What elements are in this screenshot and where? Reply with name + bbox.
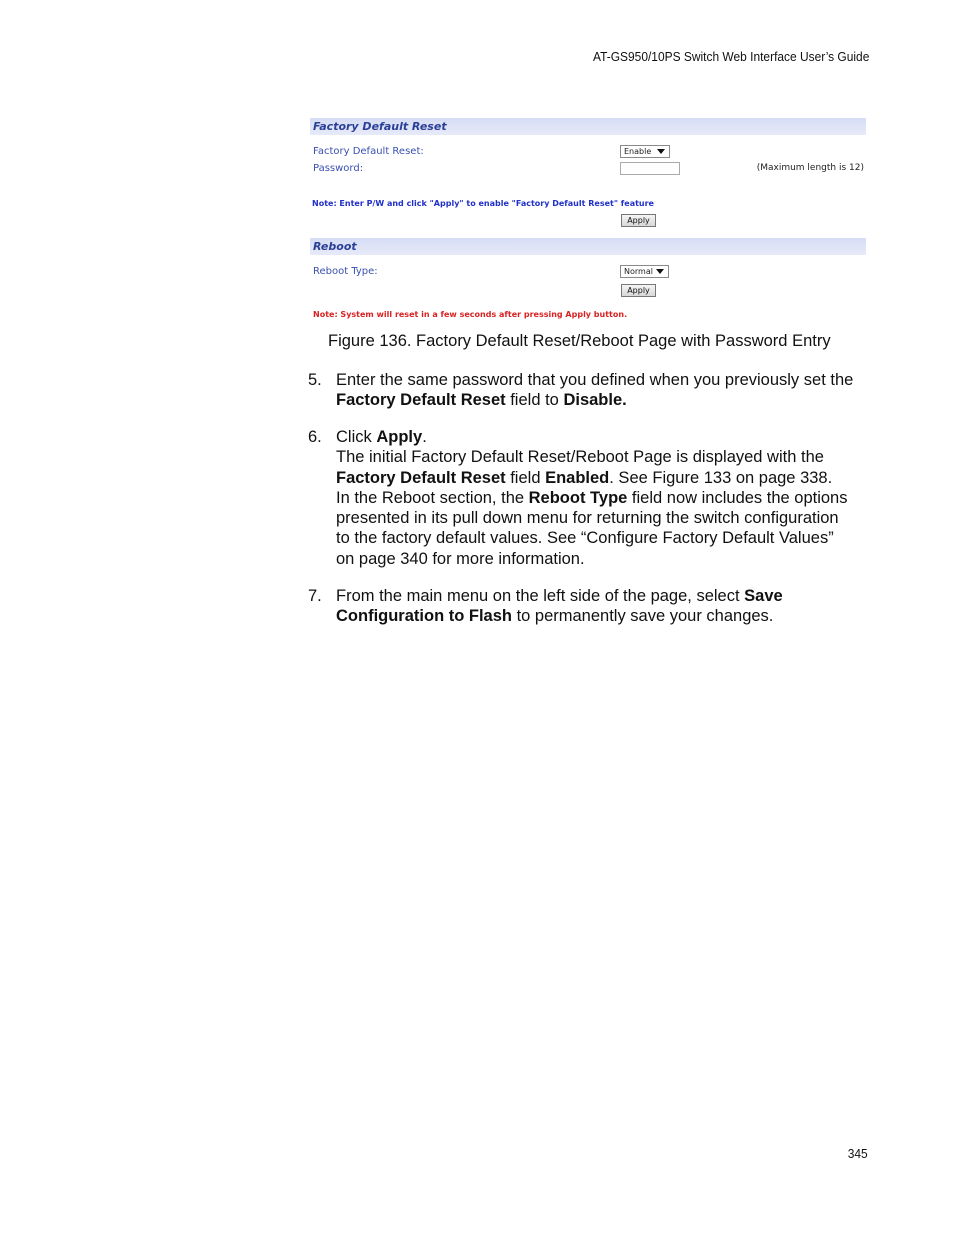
factory-default-reset-select[interactable] [620,145,670,158]
step-7 [308,586,878,627]
section-title: Reboot [313,240,357,253]
reboot-type-select[interactable] [620,265,669,278]
page-number: 345 [848,1146,868,1161]
factory-default-reset-label: Factory Default Reset: [313,146,424,157]
step-number: 6. [308,428,322,446]
reboot-section-header [310,238,866,255]
step-line: Factory Default Reset field Enabled. See Figure 133 on page 338. [336,468,833,487]
factory-reset-apply-button[interactable]: Apply [621,214,656,227]
section-title: Factory Default Reset [313,120,447,133]
reboot-apply-button[interactable]: Apply [621,284,656,297]
step-line: From the main menu on the left side of the page, select Save [336,587,783,605]
select-value: Enable [624,147,652,156]
step-line: on page 340 for more information. [336,549,585,568]
step-line: In the Reboot section, the Reboot Type field now includes the options [336,488,848,507]
step-number: 5. [308,371,322,389]
step-line: presented in its pull down menu for returning the switch configuration [336,509,839,528]
dropdown-arrow-icon [657,149,665,154]
password-input[interactable] [620,162,680,175]
password-label: Password: [313,163,364,174]
step-line: The initial Factory Default Reset/Reboot Page is displayed with the [336,448,824,467]
reboot-type-label: Reboot Type: [313,266,378,277]
step-number: 7. [308,587,322,605]
max-length-hint: (Maximum length is 12) [756,163,864,173]
reboot-note: Note: System will reset in a few seconds after pressing Apply button. [313,310,628,319]
step-6 [308,427,878,569]
step-line: Configuration to Flash to permanently save your changes. [336,607,774,626]
dropdown-arrow-icon [656,269,664,274]
step-line: Click Apply. [336,428,427,446]
step-line: Factory Default Reset field to Disable. [336,391,627,410]
factory-reset-note: Note: Enter P/W and click "Apply" to enable "Factory Default Reset" feature [312,199,654,208]
running-header: AT-GS950/10PS Switch Web Interface User’s Guide [592,49,869,64]
factory-default-reset-section-header [310,118,866,135]
step-line: to the factory default values. See “Configure Factory Default Values” [336,529,834,548]
figure-caption: Figure 136. Factory Default Reset/Reboot Page with Password Entry [328,332,831,350]
step-5 [308,370,878,411]
step-line: Enter the same password that you defined when you previously set the [336,371,854,389]
select-value: Normal [624,267,653,276]
screenshot-figure [310,117,866,323]
